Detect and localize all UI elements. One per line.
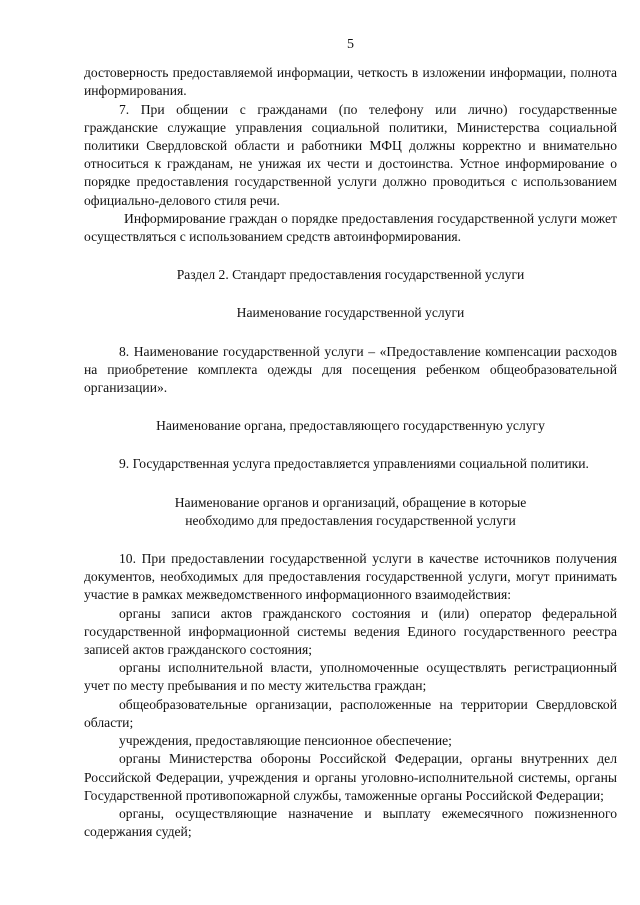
paragraph-item-7: 7. При общении с гражданами (по телефону или лично) государственные гражданские служащие управления социальной политики, Министерства социальной политики Свердловской области и работники МФЦ должны корректно и внимательно относиться к гражданам, не унижая их чести и достоинства. Устное информирование о порядке предоставления государственной услуги должно проводиться с использованием официально-делового стиля речи.: [84, 101, 617, 208]
list-item: органы Министерства обороны Российской Федерации, органы внутренних дел Российской Федерации, учреждения и органы уголовно-исполнительной системы, органы Государственной противопожарной службы, таможенные органы Российской Федерации;: [84, 751, 617, 803]
heading-organizations-line-2: необходимо для предоставления государственной услуги: [185, 512, 516, 528]
heading-authority: Наименование органа, предоставляющего государственную услугу: [156, 418, 545, 434]
heading-organizations-line-1: Наименование органов и организаций, обращение в которые: [174, 494, 527, 510]
page-number: 5: [347, 37, 354, 52]
paragraph-autoinforming: Информирование граждан о порядке предоставления государственной услуги может осуществляться с использованием средств автоинформирования.: [84, 210, 617, 245]
paragraph-item-9: 9. Государственная услуга предоставляется управлениями социальной политики.: [119, 456, 589, 472]
list-item: органы, осуществляющие назначение и выплату ежемесячного пожизненного содержания судей;: [84, 805, 617, 840]
list-item: общеобразовательные организации, расположенные на территории Свердловской области;: [84, 696, 617, 730]
list-item: учреждения, предоставляющие пенсионное обеспечение;: [119, 733, 452, 749]
paragraph-item-8: 8. Наименование государственной услуги – «Предоставление компенсации расходов на приобретение комплекта одежды для посещения ребенком общеобразовательной организации».: [84, 343, 617, 396]
paragraph-continuation: достоверность предоставляемой информации, четкость в изложении информации, полнота информирования.: [84, 65, 617, 99]
list-item: органы исполнительной власти, уполномоченные осуществлять регистрационный учет по месту пребывания и по месту жительства граждан;: [84, 660, 617, 694]
list-item: органы записи актов гражданского состояния и (или) оператор федеральной государственной информационной системы ведения Единого государственного реестра записей актов гражданского состояния;: [84, 605, 617, 658]
section-title: Раздел 2. Стандарт предоставления государственной услуги: [176, 267, 525, 283]
paragraph-item-10: 10. При предоставлении государственной услуги в качестве источников получения документов, необходимых для предоставления государственной услуги, могут принимать участие в рамках межведомственного информационного взаимодействия:: [84, 551, 617, 603]
heading-service-name: Наименование государственной услуги: [236, 305, 465, 321]
document-page: [84, 36, 617, 841]
